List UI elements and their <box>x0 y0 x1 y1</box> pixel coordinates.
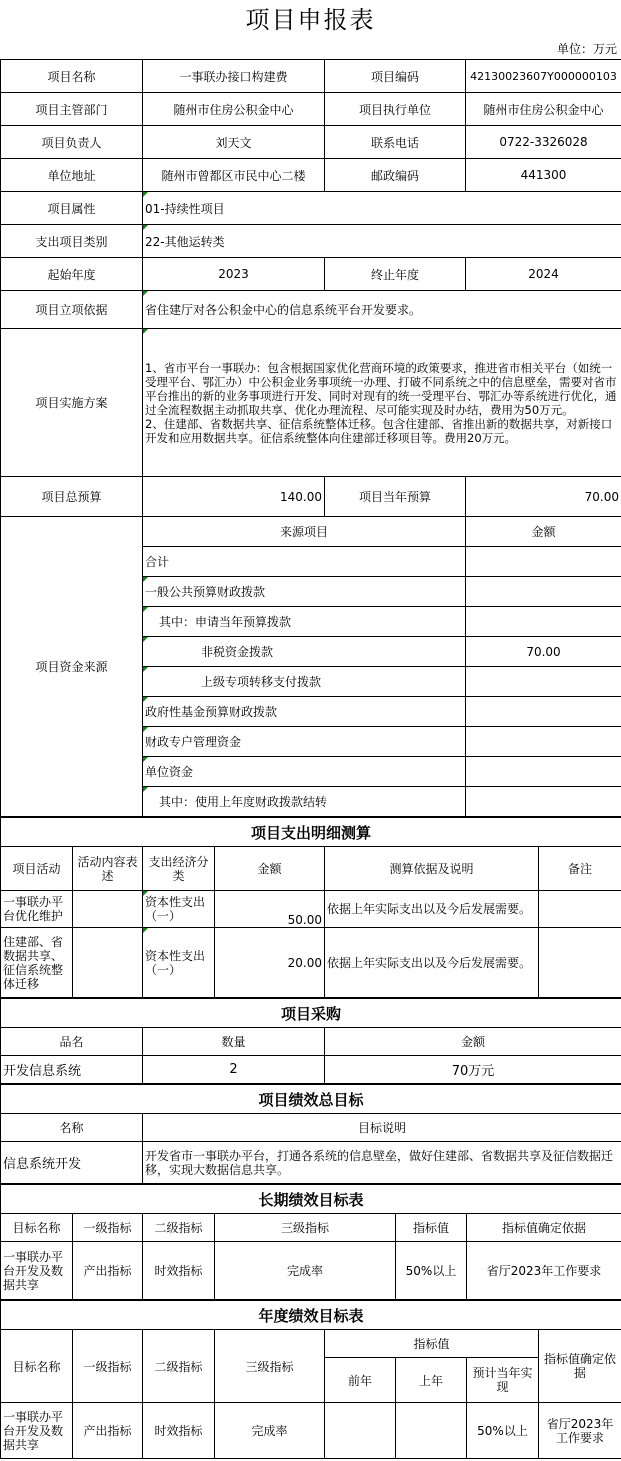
detail-header: 项目活动 <box>1 847 73 891</box>
long-level3: 完成率 <box>215 1242 396 1300</box>
overall-goal-table <box>0 1084 621 1184</box>
value-project-name: 一事联办接口构建费 <box>143 60 325 93</box>
section-title-annual: 年度绩效目标表 <box>1 1301 621 1330</box>
label-project-code: 项目编码 <box>325 60 466 93</box>
section-title-detail: 项目支出明细测算 <box>1 818 621 847</box>
funding-row-amount <box>466 697 621 727</box>
annual-goal-table <box>0 1300 621 1459</box>
expense-detail-table <box>0 817 621 998</box>
value-dept: 随州市住房公积金中心 <box>143 93 325 126</box>
detail-activity: 住建部、省数据共享、征信系统整体迁移 <box>1 928 73 998</box>
funding-row-name: 单位资金 <box>143 757 466 787</box>
label-plan: 项目实施方案 <box>1 329 143 477</box>
procurement-item-amount: 70万元 <box>325 1056 621 1084</box>
label-phone: 联系电话 <box>325 126 466 159</box>
long-goal-name: 一事联办平台开发及数据共享 <box>1 1242 73 1300</box>
detail-activity: 一事联办平台优化维护 <box>1 891 73 928</box>
long-header: 目标名称 <box>1 1214 73 1242</box>
value-start-year: 2023 <box>143 258 325 291</box>
funding-row-amount <box>466 607 621 637</box>
funding-row-name: 政府性基金预算财政拨款 <box>143 697 466 727</box>
long-level2: 时效指标 <box>143 1242 215 1300</box>
funding-row-amount <box>466 757 621 787</box>
funding-row-amount <box>466 727 621 757</box>
label-project-name: 项目名称 <box>1 60 143 93</box>
detail-amount: 20.00 <box>215 928 325 998</box>
label-attribute: 项目属性 <box>1 192 143 225</box>
label-total-budget: 项目总预算 <box>1 477 143 517</box>
annual-level2: 时效指标 <box>143 1403 215 1459</box>
funding-row-name: 财政专户管理资金 <box>143 727 466 757</box>
annual-header: 指标值 <box>325 1330 539 1358</box>
funding-row-name: 一般公共预算财政拨款 <box>143 577 466 607</box>
long-header: 三级指标 <box>215 1214 396 1242</box>
section-title-overall-goal: 项目绩效总目标 <box>1 1085 621 1114</box>
goal-header-name: 名称 <box>1 1114 143 1142</box>
label-start-year: 起始年度 <box>1 258 143 291</box>
annual-goal-name: 一事联办平台开发及数据共享 <box>1 1403 73 1459</box>
annual-subheader: 预计当年实现 <box>467 1358 539 1403</box>
procurement-table <box>0 998 621 1084</box>
funding-row-name: 上级专项转移支付拨款 <box>143 667 466 697</box>
long-basis: 省厅2023年工作要求 <box>467 1242 621 1300</box>
long-value: 50%以上 <box>396 1242 467 1300</box>
detail-class: 资本性支出（一） <box>143 891 215 928</box>
detail-basis: 依据上年实际支出以及今后发展需要。 <box>325 928 539 998</box>
procurement-header: 数量 <box>143 1028 325 1056</box>
long-header: 二级指标 <box>143 1214 215 1242</box>
label-category: 支出项目类别 <box>1 225 143 258</box>
value-owner: 刘天文 <box>143 126 325 159</box>
section-title-procurement: 项目采购 <box>1 999 621 1028</box>
section-title-long-term: 长期绩效目标表 <box>1 1185 621 1214</box>
detail-amount: 50.00 <box>215 891 325 928</box>
annual-basis: 省厅2023年工作要求 <box>539 1403 621 1459</box>
project-info-table <box>0 59 621 817</box>
annual-header: 三级指标 <box>215 1330 325 1403</box>
annual-prev <box>396 1403 467 1459</box>
annual-header: 二级指标 <box>143 1330 215 1403</box>
detail-header: 活动内容表述 <box>73 847 143 891</box>
funding-row-name: 其中：使用上年度财政拨款结转 <box>143 787 466 817</box>
label-zip: 邮政编码 <box>325 159 466 192</box>
funding-row-amount <box>466 547 621 577</box>
funding-header-amount: 金额 <box>466 517 621 547</box>
annual-subheader: 上年 <box>396 1358 467 1403</box>
goal-name: 信息系统开发 <box>1 1142 143 1184</box>
funding-row-amount <box>466 667 621 697</box>
funding-row-name: 其中：申请当年预算拨款 <box>143 607 466 637</box>
long-header: 指标值 <box>396 1214 467 1242</box>
value-project-code: 42130023607Y000000103 <box>466 60 621 93</box>
value-zip: 441300 <box>466 159 621 192</box>
procurement-header: 品名 <box>1 1028 143 1056</box>
value-category: 22-其他运转类 <box>143 225 621 258</box>
detail-header: 测算依据及说明 <box>325 847 539 891</box>
goal-header-desc: 目标说明 <box>143 1114 621 1142</box>
value-year-budget: 70.00 <box>466 477 621 517</box>
label-funding: 项目资金来源 <box>1 517 143 817</box>
page-title: 项目申报表 <box>245 6 376 34</box>
goal-desc: 开发省市一事联办平台，打通各系统的信息壁垒，做好住建部、省数据共享及征信数据迁移，实现大数据信息共享。 <box>143 1142 621 1184</box>
detail-header: 备注 <box>539 847 621 891</box>
detail-note <box>539 928 621 998</box>
funding-row-name: 合计 <box>143 547 466 577</box>
procurement-item-qty: 2 <box>143 1056 325 1084</box>
long-term-goal-table <box>0 1184 621 1300</box>
value-attribute: 01-持续性项目 <box>143 192 621 225</box>
annual-current: 50%以上 <box>467 1403 539 1459</box>
annual-header: 目标名称 <box>1 1330 73 1403</box>
detail-desc <box>73 891 143 928</box>
detail-basis: 依据上年实际支出以及今后发展需要。 <box>325 891 539 928</box>
label-basis: 项目立项依据 <box>1 291 143 329</box>
annual-prev2 <box>325 1403 396 1459</box>
annual-header: 一级指标 <box>73 1330 143 1403</box>
value-plan: 1、省市平台一事联办：包含根据国家优化营商环境的政策要求，推进省市相关平台（如统一受理平台、鄂汇办）中公积金业务事项统一办理、打破不同系统之中的信息壁垒，需要对省市平台推出的新的业务事项进行开发、同时对现有的统一受理平台、鄂汇办等系统进行优化，通过全流程数据主动抓取共享、优化办理流程、尽可能实现及时办结，费用为50万元。 2、住建部、省数据共享、征信系统整体迁移。包含住建部、省推出新的数据共享，对新接口开发和应用数据共享。征信系统整体向住建部迁移项目等。费用20万元。 <box>143 329 621 477</box>
funding-row-amount <box>466 787 621 817</box>
long-header: 指标值确定依据 <box>467 1214 621 1242</box>
annual-level3: 完成率 <box>215 1403 325 1459</box>
funding-row-name: 非税资金拨款 <box>143 637 466 667</box>
label-year-budget: 项目当年预算 <box>325 477 466 517</box>
detail-header: 金额 <box>215 847 325 891</box>
value-total-budget: 140.00 <box>143 477 325 517</box>
long-level1: 产出指标 <box>73 1242 143 1300</box>
label-dept: 项目主管部门 <box>1 93 143 126</box>
value-basis: 省住建厅对各公积金中心的信息系统平台开发要求。 <box>143 291 621 329</box>
label-address: 单位地址 <box>1 159 143 192</box>
long-header: 一级指标 <box>73 1214 143 1242</box>
label-exec-unit: 项目执行单位 <box>325 93 466 126</box>
annual-subheader: 前年 <box>325 1358 396 1403</box>
label-owner: 项目负责人 <box>1 126 143 159</box>
detail-class: 资本性支出（一） <box>143 928 215 998</box>
detail-note <box>539 891 621 928</box>
value-address: 随州市曾都区市民中心二楼 <box>143 159 325 192</box>
detail-header: 支出经济分类 <box>143 847 215 891</box>
procurement-item-name: 开发信息系统 <box>1 1056 143 1084</box>
label-end-year: 终止年度 <box>325 258 466 291</box>
value-phone: 0722-3326028 <box>466 126 621 159</box>
unit-label: 单位：万元 <box>556 42 617 56</box>
funding-row-amount <box>466 577 621 607</box>
value-exec-unit: 随州市住房公积金中心 <box>466 93 621 126</box>
funding-row-amount: 70.00 <box>466 637 621 667</box>
annual-level1: 产出指标 <box>73 1403 143 1459</box>
value-end-year: 2024 <box>466 258 621 291</box>
funding-header-source: 来源项目 <box>143 517 466 547</box>
procurement-header: 金额 <box>325 1028 621 1056</box>
detail-desc <box>73 928 143 998</box>
annual-header: 指标值确定依据 <box>539 1330 621 1403</box>
